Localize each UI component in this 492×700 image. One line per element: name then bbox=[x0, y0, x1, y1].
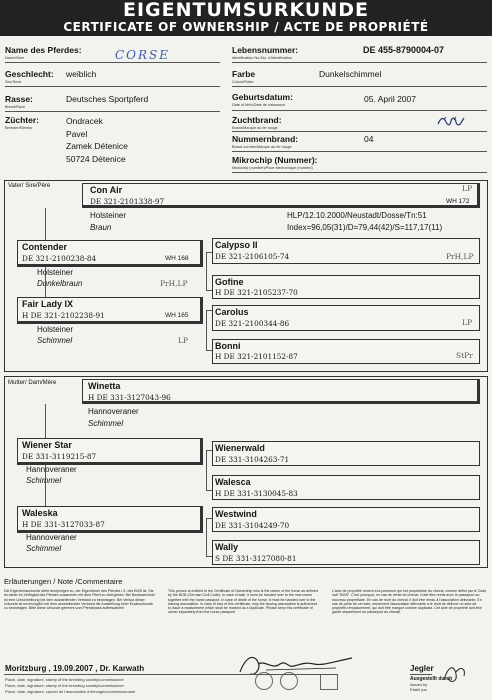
issuer-label: Ausgestellt durch bbox=[410, 676, 453, 682]
connector-line bbox=[206, 310, 207, 350]
sire-color: Braun bbox=[90, 223, 112, 232]
dam-gg-name: Westwind bbox=[215, 509, 257, 519]
dam-gg-name: Walesca bbox=[215, 477, 251, 487]
number-brand-label: Nummernbrand: bbox=[232, 134, 299, 144]
life-number-sub-label: Identification No./No. d'identification bbox=[232, 56, 293, 60]
horse-name: CORSE bbox=[115, 48, 171, 62]
birth-date-value: 05. April 2007 bbox=[364, 94, 416, 104]
name-sub-label: Name/Nom bbox=[5, 56, 25, 60]
certificate-title: EIGENTUMSURKUNDE bbox=[122, 0, 370, 21]
color-value: Dunkelschimmel bbox=[319, 69, 382, 79]
stamp-box bbox=[320, 674, 338, 690]
sire-grandsire-registration: DE 321-2100238-84 bbox=[22, 254, 97, 263]
sire-granddam-breed: Holsteiner bbox=[37, 325, 74, 334]
number-brand-sub-label: Brand number/Marque au fer rouge bbox=[232, 145, 292, 149]
connector-line bbox=[206, 518, 207, 556]
sire-granddam-registration: H DE 321-2102238-91 bbox=[22, 311, 105, 320]
breeder-address bbox=[66, 115, 128, 165]
name-label: Name des Pferdes: bbox=[5, 45, 82, 55]
certificate-subtitle: CERTIFICATE OF OWNERSHIP / ACTE DE PROPRIÉTÉ bbox=[63, 20, 429, 34]
dam-gg-registration: DE 331-3104249-70 bbox=[215, 521, 290, 530]
dam-grandsire-color: Schimmel bbox=[26, 476, 62, 485]
sire-performance-mark: LP bbox=[462, 184, 473, 193]
sire-gg-mark: LP bbox=[462, 318, 473, 327]
sex-label: Geschlecht: bbox=[5, 69, 54, 79]
breeder-line: Ondracek bbox=[66, 116, 103, 126]
microchip-sub-label: Microchip (number)/Puce électronique (numéro) bbox=[232, 166, 313, 170]
sire-gg-mark: PrH,LP bbox=[446, 252, 474, 261]
dam-grandsire-breed: Hannoveraner bbox=[26, 465, 77, 474]
dam-granddam-breed: Hannoveraner bbox=[26, 533, 77, 542]
issuer-line bbox=[410, 674, 432, 675]
breeder-sub-label: Breeder/Eleveur bbox=[5, 126, 33, 130]
breeder-line: Zamek Détenice bbox=[66, 141, 128, 151]
sire-granddam-color: Schimmel bbox=[37, 336, 73, 345]
birth-date-sub-label: Date of birth/Date de naissance bbox=[232, 103, 286, 107]
sire-granddam-height: WH 165 bbox=[165, 312, 189, 319]
sire-gg-registration: DE 321-2100344-86 bbox=[215, 319, 290, 328]
sire-grandsire-height: WH 168 bbox=[165, 255, 189, 262]
place-sub-2: Place, date, signature, stamp of the breeding society/commissioner bbox=[5, 683, 124, 688]
sire-grandsire-mark: PrH,LP bbox=[160, 279, 188, 288]
sire-gg-registration: H DE 321-2101152-87 bbox=[215, 352, 298, 361]
notes-english: This person is entitled to the Certificate of Ownership who is the owner of the horse as defined by the BGB (German Civil Code). In case of sale, it must be handed over to the new owner together with the horse passport. In case of death of the horse, it must be handed over to the issuing association. In case of loss of this certificate, only the issuing association is authorized to issue a replacement which shall be marked as a duplicate. Please keep this certificate of owner separately from the horse passport! bbox=[168, 589, 318, 615]
issuer-signature-image bbox=[440, 660, 470, 688]
dam-breed: Hannoveraner bbox=[88, 407, 139, 416]
sire-granddam-name: Fair Lady IX bbox=[22, 299, 74, 309]
life-number-value: DE 455-8790004-07 bbox=[363, 45, 445, 55]
notes-heading: Erläuterungen / Note /Commentaire bbox=[4, 577, 123, 586]
dam-gg-registration: S DE 331-3127080-81 bbox=[215, 554, 297, 563]
notes-french: L'acte de propriété revient à la personne qui est propriétaire du cheval, comme défini par le Code civil "BGB". C'est pourquoi, en cas de vente du cheval, il doit être remis avec le passeport au nouveau propriétaire. En cas de mort du cheval, il doit être rendu à l'association délivrante. En cas de perte de cet acte, seulement l'association délivrante a le droit de délivrer un acte de propriété-remplacement, qui doit être marqué comme duplicata. Cet acte de propriété doit être gardé séparément du passeport du cheval! bbox=[332, 589, 487, 615]
dam-gg-name: Wienerwald bbox=[215, 443, 265, 453]
microchip-label: Mikrochip (Nummer): bbox=[232, 155, 318, 165]
microchip-underline bbox=[232, 172, 487, 173]
sex-underline bbox=[5, 86, 220, 87]
dam-gg-registration: H DE 331-3130045-83 bbox=[215, 489, 298, 498]
birth-date-underline bbox=[232, 110, 487, 111]
number-brand-underline bbox=[232, 151, 487, 152]
dam-grandsire-registration: DE 331-3119215-87 bbox=[22, 452, 97, 461]
sire-gg-mark: StPr bbox=[456, 351, 473, 360]
breeder-line: Pavel bbox=[66, 128, 88, 139]
dam-color: Schimmel bbox=[88, 419, 124, 428]
dam-section-label: Mutter/ Dam/Mère bbox=[8, 380, 57, 386]
color-underline bbox=[232, 86, 487, 87]
issuer-sub-en: Issued by bbox=[410, 682, 428, 687]
dam-gg-name: Wally bbox=[215, 542, 239, 552]
sire-grandsire-name: Contender bbox=[22, 242, 67, 252]
sire-index: Index=96,05(31)/D=79,44(42)/S=117,17(11) bbox=[287, 223, 443, 232]
dam-grandsire-name: Wiener Star bbox=[22, 440, 72, 450]
sire-breed: Holsteiner bbox=[90, 211, 127, 220]
sire-performance-test: HLP/12.10.2000/Neustadt/Dosse/Tn:51 bbox=[287, 211, 427, 220]
sire-grandsire-color: Dunkelbraun bbox=[37, 279, 83, 288]
birth-date-label: Geburtsdatum: bbox=[232, 92, 293, 102]
dam-gg-registration: DE 331-3104263-71 bbox=[215, 455, 290, 464]
place-sub-1: Place, date, signature, stamp of the breeding society/commissioner bbox=[5, 677, 124, 682]
breeder-line: 50724 Détenice bbox=[66, 153, 126, 164]
sire-height: WH 172 bbox=[446, 198, 470, 205]
sire-name: Con Air bbox=[90, 185, 123, 195]
brand-label: Zuchtbrand: bbox=[232, 115, 282, 125]
breed-underline bbox=[5, 111, 220, 112]
sire-grandsire-breed: Holsteiner bbox=[37, 268, 74, 277]
notes-german: Die Eigentumsurkunde steht demjenigen zu, der Eigentümer des Pferdes i.S. des BGB ist. Sie ist daher im Verfügfall des Pferdes zusammen mit dem Pferd zu übergeben. Bei Besitzwechsel ist eine Umschreibung bei dem ausstellenden Verband zu beantragen. Bei Verlust dieser Urkunde ist unverzüglich bei dem ausstellenden Verband die Ausstellung einer Ersatzurkunde zu beantragen. Bitte diese Urkunde getrennt vom Pferdepass aufbewahren! bbox=[4, 589, 155, 611]
sire-gg-name: Gofine bbox=[215, 277, 244, 287]
life-number-underline bbox=[232, 62, 487, 63]
breed-value: Deutsches Sportpferd bbox=[66, 94, 149, 104]
dam-name: Winetta bbox=[88, 381, 121, 391]
certificate-header bbox=[0, 0, 492, 36]
sire-gg-registration: H DE 321-2105237-70 bbox=[215, 288, 298, 297]
number-brand-value: 04 bbox=[364, 134, 374, 144]
connector-line bbox=[206, 252, 207, 290]
issuer-name: Jegler bbox=[410, 664, 434, 673]
sire-registration: DE 321-2101338-97 bbox=[90, 197, 165, 206]
name-underline bbox=[5, 62, 220, 63]
connector-line bbox=[206, 450, 207, 490]
breed-label: Rasse: bbox=[5, 94, 33, 104]
sire-gg-name: Calypso II bbox=[215, 240, 258, 250]
place-sub-3: Place, date, signature, cachet de l'association d'élevage/commissionnaire bbox=[5, 689, 136, 694]
dam-granddam-name: Waleska bbox=[22, 508, 58, 518]
sex-value: weiblich bbox=[66, 69, 97, 79]
dam-granddam-registration: H DE 331-3127033-87 bbox=[22, 520, 105, 529]
sire-gg-name: Carolus bbox=[215, 307, 249, 317]
signature-line bbox=[4, 674, 338, 675]
breed-sub-label: Breed/Race bbox=[5, 105, 26, 109]
color-sub-label: Colour/Robe bbox=[232, 80, 254, 84]
life-number-label: Lebensnummer: bbox=[232, 45, 299, 55]
sex-sub-label: Sex/Sexe bbox=[5, 80, 22, 84]
dam-registration: H DE 331-3127043-96 bbox=[88, 393, 171, 402]
breeder-label: Züchter: bbox=[5, 115, 39, 125]
issuer-sub-fr: Établi par bbox=[410, 687, 427, 692]
sire-gg-name: Bonni bbox=[215, 341, 241, 351]
sire-granddam-mark: LP bbox=[178, 336, 189, 345]
color-label: Farbe bbox=[232, 69, 256, 79]
issue-place-date: Moritzburg , 19.09.2007 , Dr. Karwath bbox=[5, 664, 145, 673]
dam-granddam-color: Schimmel bbox=[26, 544, 62, 553]
sire-section-label: Vater/ Sire/Père bbox=[8, 183, 51, 189]
sire-gg-registration: DE 321-2106105-74 bbox=[215, 252, 290, 261]
brand-sub-label: Brand/Marque au fer rouge bbox=[232, 126, 278, 130]
brand-underline bbox=[232, 131, 487, 132]
brand-mark-icon bbox=[436, 114, 466, 128]
